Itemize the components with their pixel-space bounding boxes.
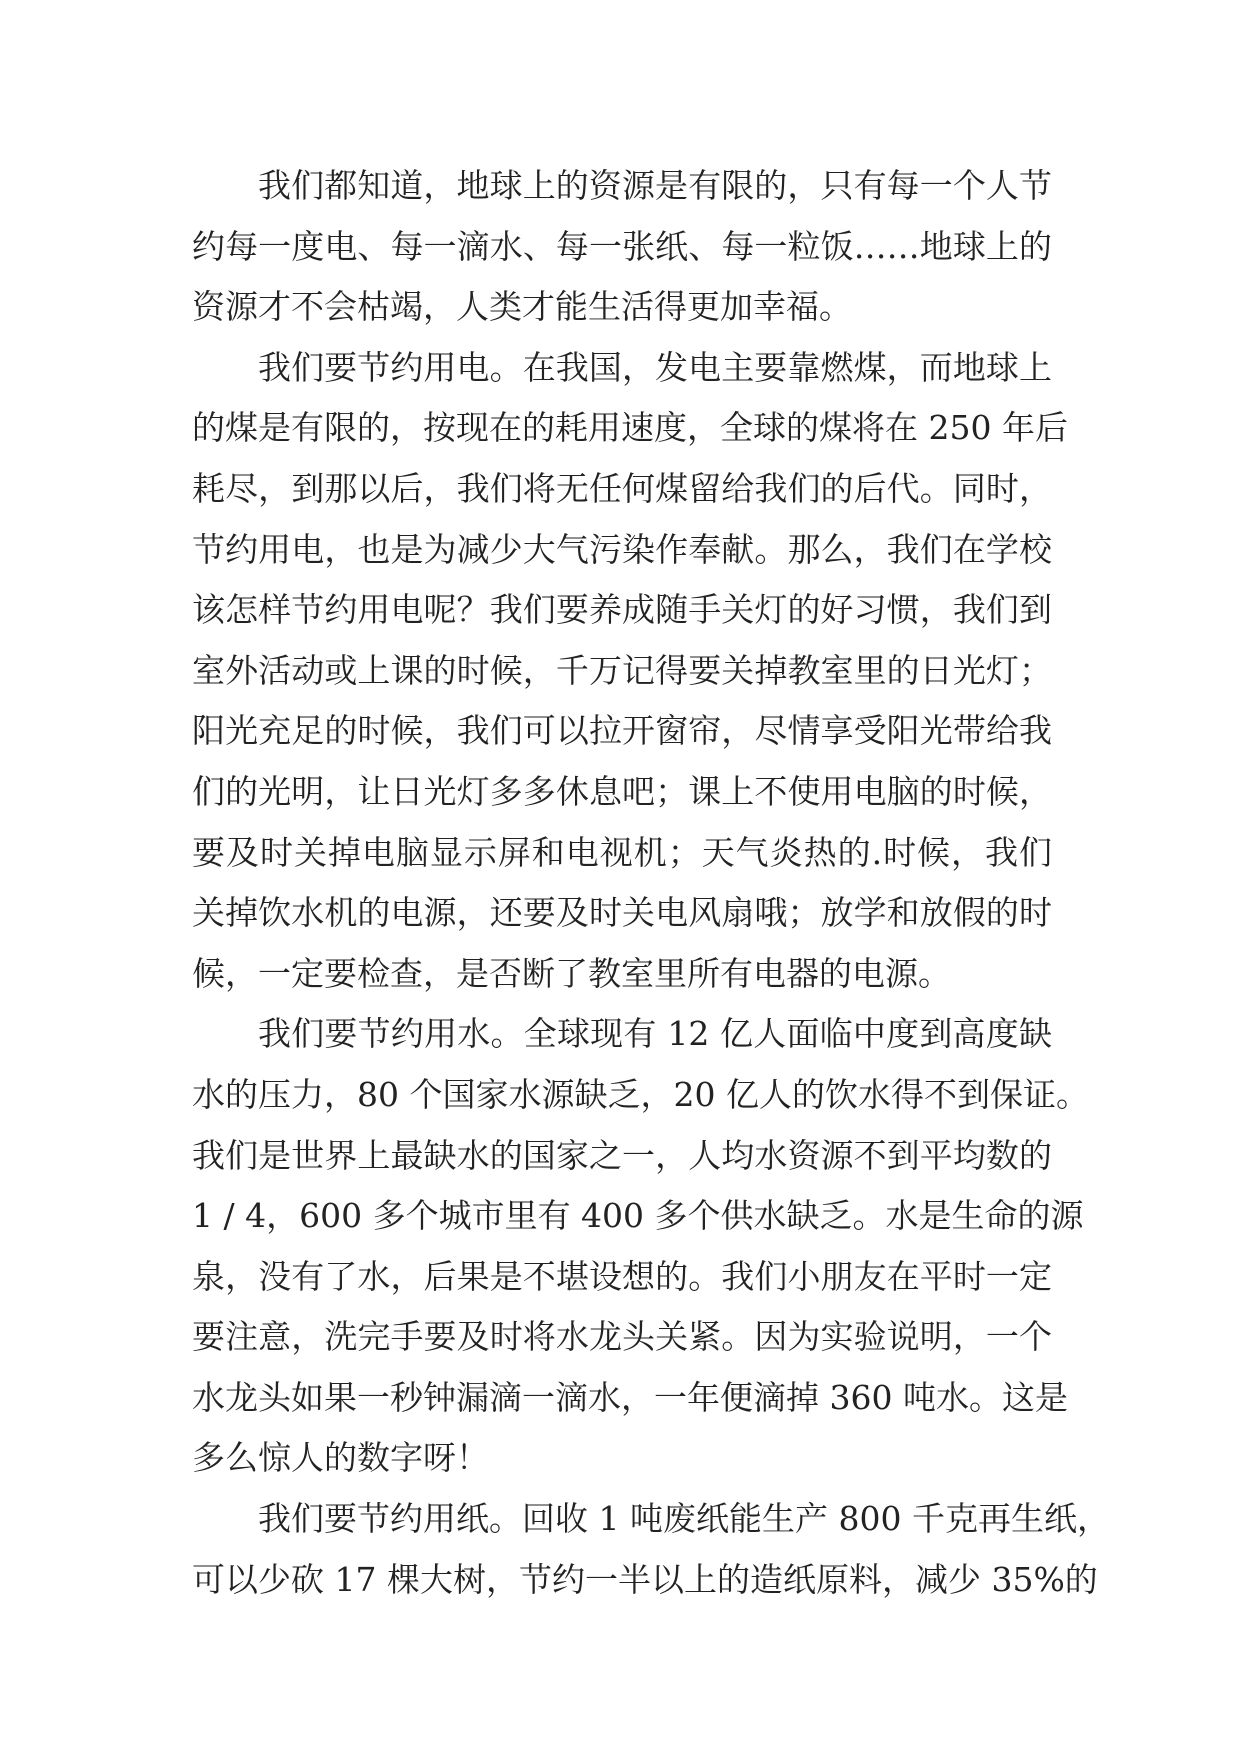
text-line: 我们都知道，地球上的资源是有限的，只有每一个人节 <box>258 166 1052 205</box>
text-line: 耗尽，到那以后，我们将无任何煤留给我们的后代。同时， <box>192 468 1052 508</box>
text-line: 水的压力，80 个国家水源缺乏，20 亿人的饮水得不到保证。 <box>192 1074 1089 1114</box>
text-line: 阳光充足的时候，我们可以拉开窗帘，尽情享受阳光带给我 <box>192 711 1052 751</box>
text-line: 们的光明，让日光灯多多休息吧；课上不使用电脑的时候， <box>192 771 1052 811</box>
text-line: 要注意，洗完手要及时将水龙头关紧。因为实验说明，一个 <box>192 1317 1052 1357</box>
text-line: 可以少砍 17 棵大树，节约一半以上的造纸原料，减少 35%的 <box>192 1559 1098 1599</box>
text-line: 我们要节约用纸。回收 1 吨废纸能生产 800 千克再生纸， <box>258 1499 1110 1539</box>
text-line: 的煤是有限的，按现在的耗用速度，全球的煤将在 250 年后 <box>192 408 1068 448</box>
text-line: 水龙头如果一秒钟漏滴一滴水，一年便滴掉 360 吨水。这是 <box>192 1377 1068 1417</box>
text-line: 我们要节约用水。全球现有 12 亿人面临中度到高度缺 <box>258 1014 1052 1054</box>
text-line: 要及时关掉电脑显示屏和电视机；天气炎热的.时候，我们 <box>192 832 1052 872</box>
text-line: 约每一度电、每一滴水、每一张纸、每一粒饭……地球上的 <box>192 226 1052 266</box>
paragraph-save-water <box>192 1004 1089 1489</box>
text-line: 候，一定要检查，是否断了教室里所有电器的电源。 <box>192 953 951 993</box>
text-line: 室外活动或上课的时候，千万记得要关掉教室里的日光灯； <box>192 650 1052 690</box>
paragraph-save-paper <box>192 1489 1110 1610</box>
paragraph-save-electricity <box>192 338 1068 1005</box>
text-line: 多么惊人的数字呀！ <box>192 1438 489 1478</box>
paragraph-intro <box>192 156 1052 338</box>
text-line: 1 / 4，600 多个城市里有 400 多个供水缺乏。水是生命的源 <box>192 1196 1084 1236</box>
text-line: 关掉饮水机的电源，还要及时关电风扇哦；放学和放假的时 <box>192 893 1052 933</box>
text-line: 我们是世界上最缺水的国家之一，人均水资源不到平均数的 <box>192 1135 1052 1175</box>
article-body <box>192 156 1110 1610</box>
text-line: 该怎样节约用电呢？我们要养成随手关灯的好习惯，我们到 <box>192 590 1052 630</box>
text-line: 资源才不会枯竭，人类才能生活得更加幸福。 <box>192 287 852 327</box>
text-line: 节约用电，也是为减少大气污染作奉献。那么，我们在学校 <box>192 529 1052 569</box>
text-line: 泉，没有了水，后果是不堪设想的。我们小朋友在平时一定 <box>192 1256 1052 1296</box>
text-line: 我们要节约用电。在我国，发电主要靠燃煤，而地球上 <box>258 347 1052 387</box>
